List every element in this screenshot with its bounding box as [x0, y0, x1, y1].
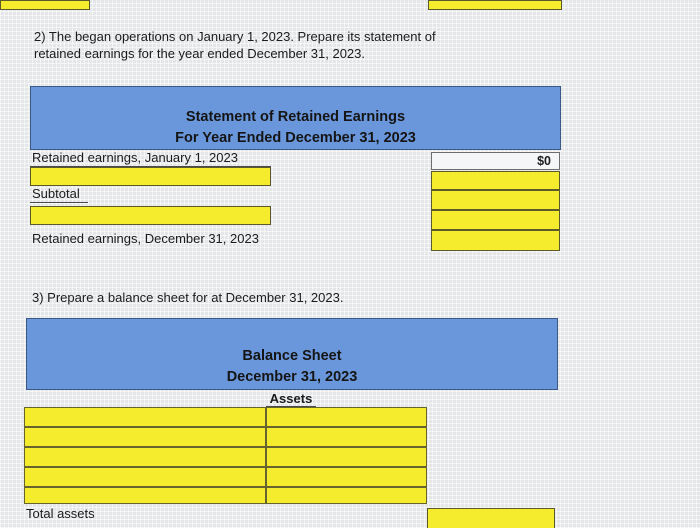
asset-amount-input[interactable] — [266, 407, 427, 427]
balance-sheet-date: December 31, 2023 — [226, 369, 358, 385]
question-2-line-2: retained earnings for the year ended December 31, 2023. — [34, 46, 365, 61]
question-3-text: 3) Prepare a balance sheet for at December 31, 2023. — [32, 290, 344, 305]
deduction-amount-input[interactable] — [431, 210, 560, 230]
top-input-cell-right[interactable] — [428, 0, 562, 10]
subtotal-label: Subtotal — [32, 186, 80, 201]
assets-section-label: Assets — [269, 391, 313, 406]
addition-label-input[interactable] — [30, 167, 271, 186]
retained-earnings-beginning-label: Retained earnings, January 1, 2023 — [32, 150, 238, 165]
retained-earnings-ending-label: Retained earnings, December 31, 2023 — [32, 231, 259, 246]
retained-earnings-ending-input[interactable] — [431, 230, 560, 251]
addition-amount-input[interactable] — [431, 171, 560, 190]
question-2-line-1: 2) The began operations on January 1, 2023. Prepare its statement of — [34, 29, 436, 44]
asset-name-input[interactable] — [24, 427, 266, 447]
retained-earnings-subtitle: For Year Ended December 31, 2023 — [175, 130, 416, 146]
asset-amount-input[interactable] — [266, 487, 427, 504]
retained-earnings-beginning-value: $0 — [431, 152, 560, 170]
top-input-cell-left[interactable] — [0, 0, 90, 10]
asset-amount-input[interactable] — [266, 427, 427, 447]
asset-amount-input[interactable] — [266, 447, 427, 467]
total-assets-label: Total assets — [26, 506, 95, 521]
asset-name-input[interactable] — [24, 447, 266, 467]
question-2-text — [34, 28, 554, 62]
retained-earnings-title: Statement of Retained Earnings — [185, 109, 406, 125]
retained-earnings-header — [30, 86, 561, 150]
asset-name-input[interactable] — [24, 467, 266, 487]
subtotal-underline — [30, 202, 88, 203]
deduction-label-input[interactable] — [30, 206, 271, 225]
asset-name-input[interactable] — [24, 407, 266, 427]
subtotal-amount-input[interactable] — [431, 190, 560, 210]
total-assets-input[interactable] — [427, 508, 555, 528]
asset-name-input[interactable] — [24, 487, 266, 504]
asset-amount-input[interactable] — [266, 467, 427, 487]
balance-sheet-title: Balance Sheet — [242, 348, 342, 364]
balance-sheet-header — [26, 318, 558, 390]
